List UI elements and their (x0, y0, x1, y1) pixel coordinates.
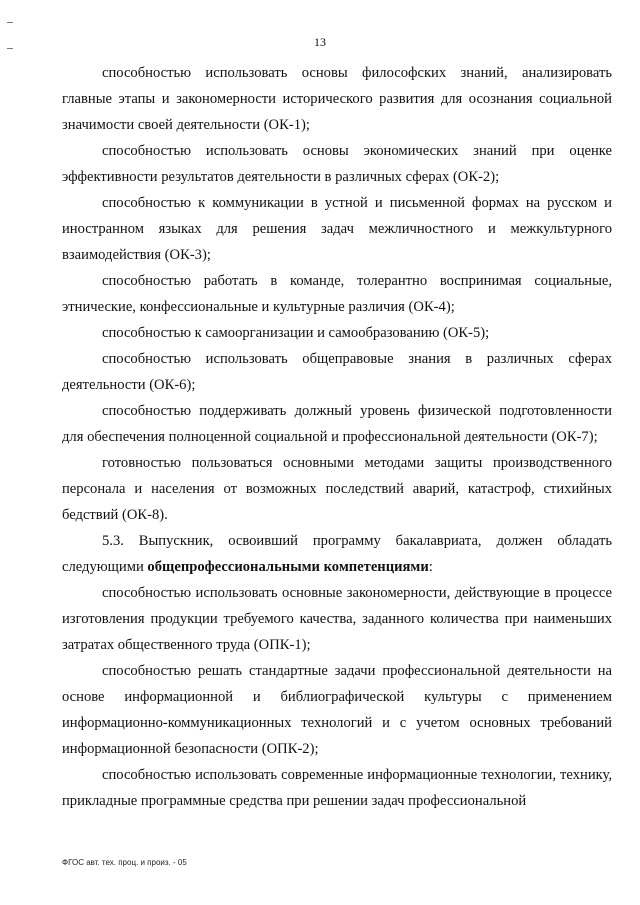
page-number: 13 (314, 35, 326, 49)
paragraph-ok-1: способностью использовать основы философских знаний, анализировать главные этапы и закономерности исторического развития для осознания социальной значимости своей деятельности (ОК-1); (62, 65, 612, 133)
section-5-3-paragraph (62, 528, 612, 580)
section-colon: : (428, 559, 433, 575)
paragraph-ok-8: готовностью пользоваться основными методами защиты производственного персонала и населения от возможных последствий аварий, катастроф, стихийных бедствий (ОК-8). (62, 455, 612, 523)
paragraph-opk-3: способностью использовать современные информационные технологии, технику, прикладные программные средства при решении задач профессиональной (62, 767, 612, 809)
paragraph-ok-5: способностью к самоорганизации и самообразованию (ОК-5); (102, 325, 490, 341)
paragraph-opk-2: способностью решать стандартные задачи профессиональной деятельности на основе информационной и библиографической культуры с применением информационно-коммуникационных технологий и с учетом основных требований информационной безопасности (ОПК-2); (62, 663, 612, 757)
paragraph-ok-6: способностью использовать общеправовые знания в различных сферах деятельности (ОК-6); (62, 351, 612, 393)
section-text: 5.3. Выпускник, освоивший программу бакалавриата, должен обладать следующими (62, 533, 612, 575)
paragraph-ok-4: способностью работать в команде, толерантно воспринимая социальные, этнические, конфессиональные и культурные различия (ОК-4); (62, 273, 612, 315)
paragraph-opk-1: способностью использовать основные закономерности, действующие в процессе изготовления продукции требуемого качества, заданного количества при наименьших затратах общественного труда (ОПК-1); (62, 585, 612, 653)
scan-mark (7, 22, 13, 23)
body-text (62, 60, 612, 814)
page-footer: ФГОС авт. тех. проц. и произ. - 05 (62, 858, 187, 867)
paragraph-ok-3: способностью к коммуникации в устной и письменной формах на русском и иностранном языках для решения задач межличностного и межкультурного взаимодействия (ОК-3); (62, 195, 612, 263)
paragraph-ok-2: способностью использовать основы экономических знаний при оценке эффективности результатов деятельности в различных сферах (ОК-2); (62, 143, 612, 185)
paragraph-ok-7: способностью поддерживать должный уровень физической подготовленности для обеспечения полноценной социальной и профессиональной деятельности (ОК-7); (62, 403, 612, 445)
section-bold-term: общепрофессиональными компетенциями (147, 559, 429, 575)
